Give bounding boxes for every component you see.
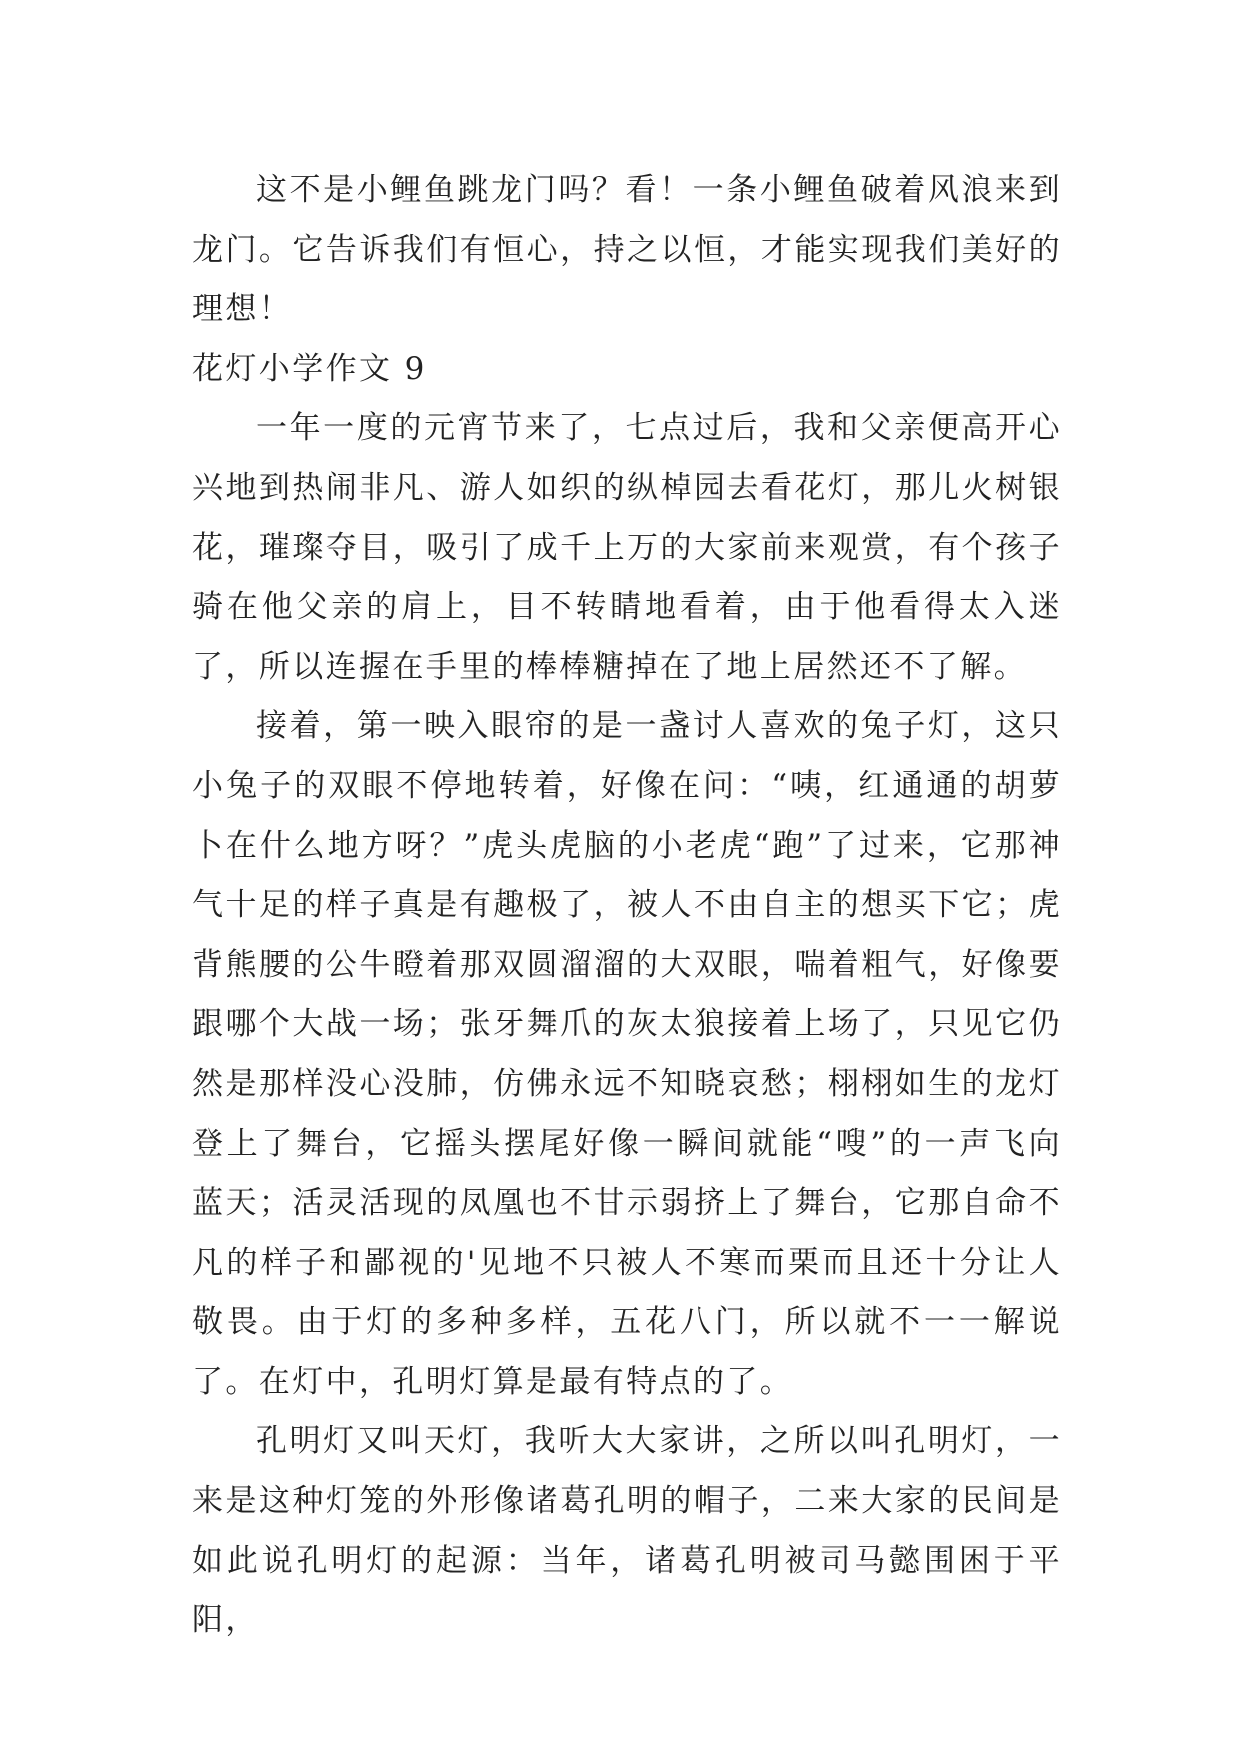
paragraph: 一年一度的元宵节来了，七点过后，我和父亲便高开心兴地到热闹非凡、游人如织的纵棹园去看花灯，那儿火树银花，璀璨夺目，吸引了成千上万的大家前来观赏，有个孩子骑在他父亲的肩上，目不转睛地看着，由于他看得太入迷了，所以连握在手里的棒棒糖掉在了地上居然还不了解。 <box>192 410 1062 685</box>
paragraph: 接着，第一映入眼帘的是一盏讨人喜欢的兔子灯，这只小兔子的双眼不停地转着，好像在问：“咦，红通通的胡萝卜在什么地方呀？”虎头虎脑的小老虎“跑”了过来，它那神气十足的样子真是有趣极了，被人不由自主的想买下它；虎背熊腰的公牛瞪着那双圆溜溜的大双眼，喘着粗气，好像要跟哪个大战一场；张牙舞爪的灰太狼接着上场了，只见它仍然是那样没心没肺，仿佛永远不知晓哀愁；栩栩如生的龙灯登上了舞台，它摇头摆尾好像一瞬间就能“嗖”的一声飞向蓝天；活灵活现的凤凰也不甘示弱挤上了舞台，它那自命不凡的样子和鄙视的'见地不只被人不寒而栗而且还十分让人敬畏。由于灯的多种多样，五花八门，所以就不一一解说了。在灯中，孔明灯算是最有特点的了。 <box>192 708 1062 1400</box>
section-title: 花灯小学作文 9 <box>192 350 427 387</box>
paragraph: 这不是小鲤鱼跳龙门吗？看！一条小鲤鱼破着风浪来到龙门。它告诉我们有恒心，持之以恒，才能实现我们美好的理想！ <box>192 172 1062 328</box>
document-body <box>192 161 1062 1651</box>
paragraph: 孔明灯又叫天灯，我听大大家讲，之所以叫孔明灯，一来是这种灯笼的外形像诸葛孔明的帽子，二来大家的民间是如此说孔明灯的起源：当年，诸葛孔明被司马懿围困于平阳， <box>192 1423 1062 1639</box>
